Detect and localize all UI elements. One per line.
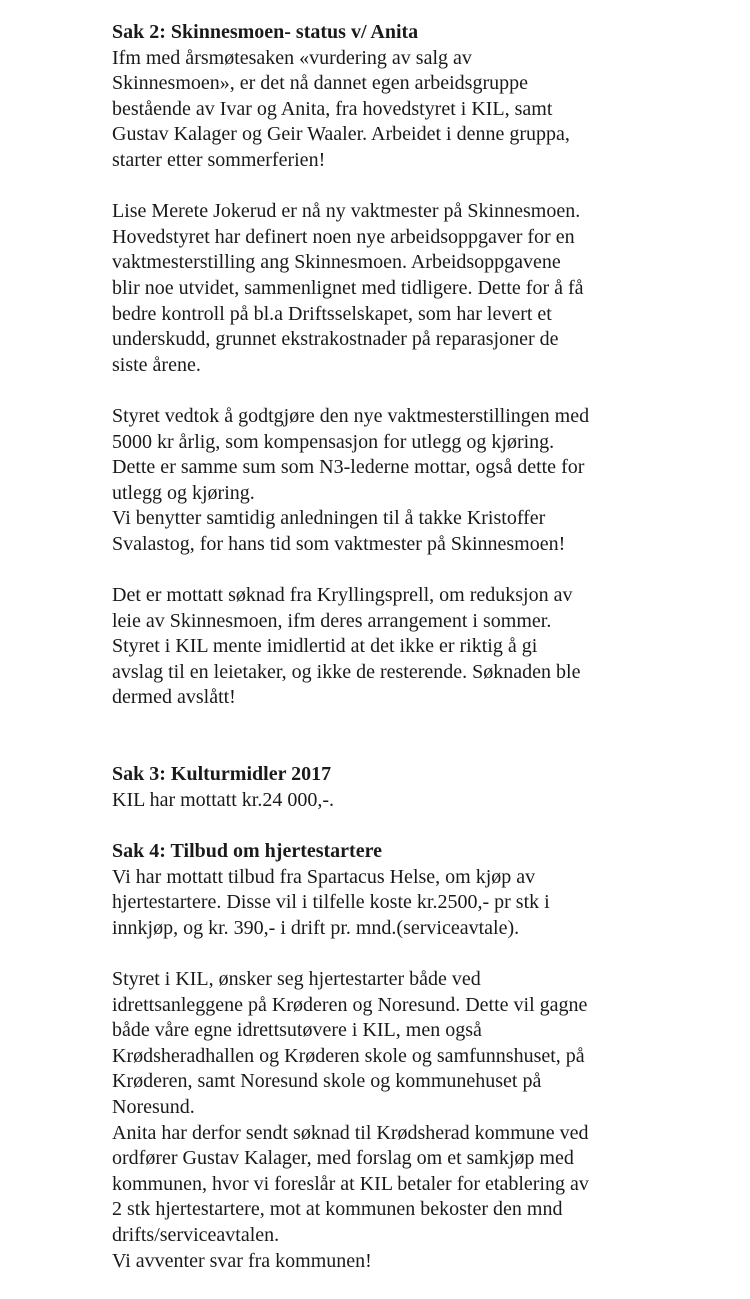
text-line: bedre kontroll på bl.a Driftsselskapet, som har levert et xyxy=(112,302,552,325)
text-line: Det er mottatt søknad fra Kryllingsprell, om reduksjon av xyxy=(112,584,573,607)
text-line: underskudd, grunnet ekstrakostnader på reparasjoner de xyxy=(112,328,559,351)
text-line: Styret vedtok å godtgjøre den nye vaktmesterstillingen med xyxy=(112,404,590,427)
text-line: ordfører Gustav Kalager, med forslag om et samkjøp med xyxy=(112,1147,574,1170)
section-heading-sak3: Sak 3: Kulturmidler 2017 xyxy=(112,763,332,786)
text-line: idrettsanleggene på Krøderen og Noresund. Dette vil gagne xyxy=(112,993,588,1016)
text-line: blir noe utvidet, sammenlignet med tidligere. Dette for å få xyxy=(112,276,584,299)
text-line: Styret i KIL, ønsker seg hjertestarter både ved xyxy=(112,967,481,990)
text-line: bestående av Ivar og Anita, fra hovedstyret i KIL, samt xyxy=(112,97,553,120)
text-line: Anita har derfor sendt søknad til Krødsherad kommune ved xyxy=(112,1121,589,1144)
text-line: 2 stk hjertestartere, mot at kommunen bekoster den mnd xyxy=(112,1198,563,1221)
text-line: Krødsheradhallen og Krøderen skole og samfunnshuset, på xyxy=(112,1044,585,1067)
paragraph-gap xyxy=(112,174,732,200)
text-line: vaktmesterstilling ang Skinnesmoen. Arbeidsoppgavene xyxy=(112,251,561,274)
text-line: siste årene. xyxy=(112,353,201,376)
section-heading-sak2: Sak 2: Skinnesmoen- status v/ Anita xyxy=(112,21,419,43)
text-line: dermed avslått! xyxy=(112,686,236,709)
text-line: Skinnesmoen», er det nå dannet egen arbeidsgruppe xyxy=(112,72,528,95)
text-line: 5000 kr årlig, som kompensasjon for utlegg og kjøring. xyxy=(112,430,555,453)
text-line: Noresund. xyxy=(112,1095,195,1118)
text-line: Krøderen, samt Noresund skole og kommunehuset på xyxy=(112,1070,542,1093)
paragraph xyxy=(112,865,732,942)
text-line: innkjøp, og kr. 390,- i drift pr. mnd.(serviceavtale). xyxy=(112,916,520,939)
text-line: Dette er samme sum som N3-lederne mottar, også dette for xyxy=(112,456,585,479)
text-line: leie av Skinnesmoen, ifm deres arrangement i sommer. xyxy=(112,609,552,632)
text-line: starter etter sommerferien! xyxy=(112,148,326,171)
text-line: Svalastog, for hans tid som vaktmester på Skinnesmoen! xyxy=(112,532,566,555)
text-line: Ifm med årsmøtesaken «vurdering av salg av xyxy=(112,46,472,69)
text-line: Vi benytter samtidig anledningen til å takke Kristoffer xyxy=(112,507,546,530)
text-line: Vi har mottatt tilbud fra Spartacus Helse, om kjøp av xyxy=(112,865,536,888)
section-gap xyxy=(112,813,732,839)
text-line: KIL har mottatt kr.24 000,-. xyxy=(112,788,334,811)
paragraph-gap xyxy=(112,941,732,967)
text-line: kommunen, hvor vi foreslår at KIL betaler for etablering av xyxy=(112,1172,589,1195)
text-line: Lise Merete Jokerud er nå ny vaktmester på Skinnesmoen. xyxy=(112,200,581,223)
text-line: hjertestartere. Disse vil i tilfelle koste kr.2500,- pr stk i xyxy=(112,891,550,914)
paragraph xyxy=(112,404,732,558)
text-line: Hovedstyret har definert noen nye arbeidsoppgaver for en xyxy=(112,225,575,248)
text-line: utlegg og kjøring. xyxy=(112,481,255,504)
paragraph xyxy=(112,199,732,378)
text-line: drifts/serviceavtalen. xyxy=(112,1223,280,1246)
text-line: Vi avventer svar fra kommunen! xyxy=(112,1249,372,1272)
paragraph xyxy=(112,46,732,174)
paragraph-gap xyxy=(112,378,732,404)
text-line: Styret i KIL mente imidlertid at det ikke er riktig å gi xyxy=(112,635,538,658)
text-line: både våre egne idrettsutøvere i KIL, men også xyxy=(112,1019,482,1042)
paragraph xyxy=(112,583,732,711)
paragraph-gap xyxy=(112,557,732,583)
section-gap xyxy=(112,711,732,762)
paragraph xyxy=(112,788,732,814)
paragraph xyxy=(112,967,732,1274)
text-line: avslag til en leietaker, og ikke de resterende. Søknaden ble xyxy=(112,660,581,683)
text-line: Gustav Kalager og Geir Waaler. Arbeidet i denne gruppa, xyxy=(112,123,570,146)
section-heading-sak4: Sak 4: Tilbud om hjertestartere xyxy=(112,840,382,862)
